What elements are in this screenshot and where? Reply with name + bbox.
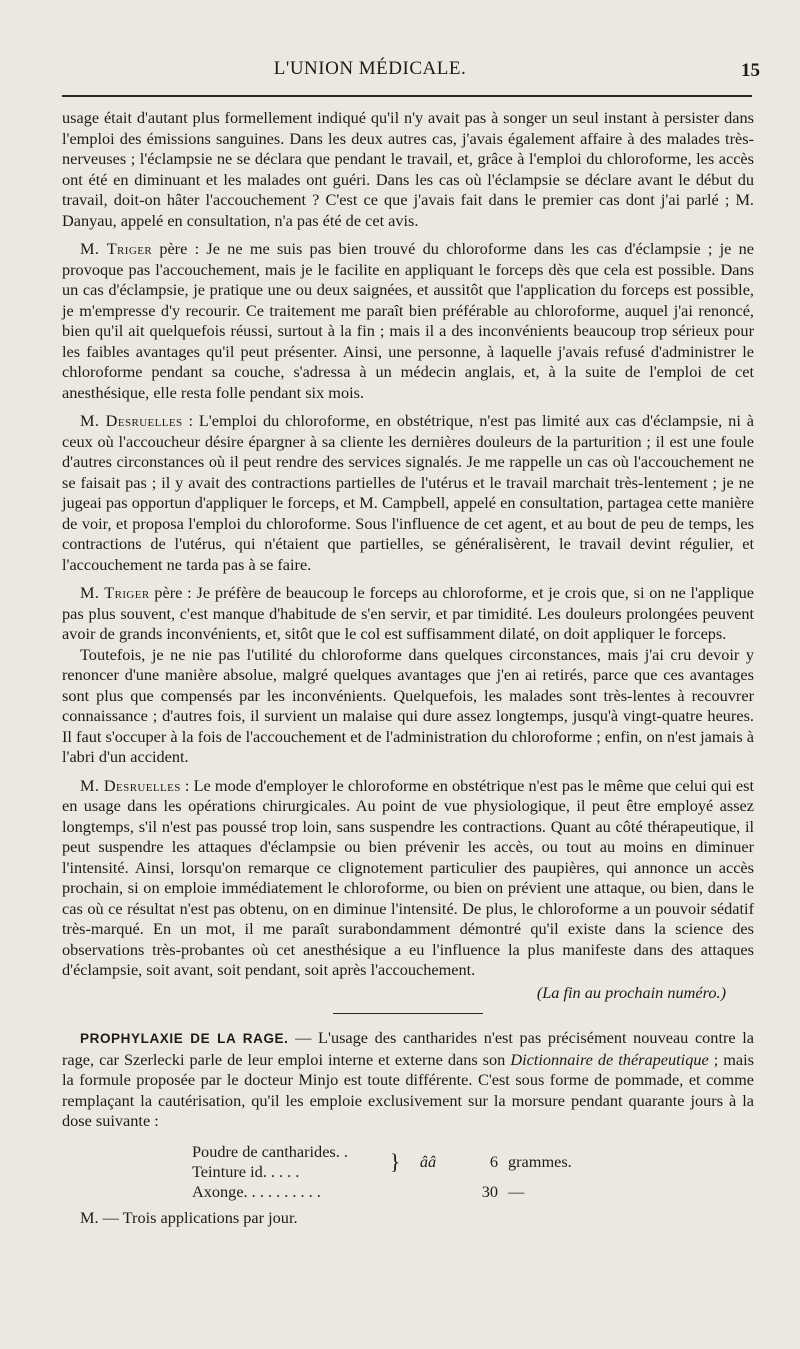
book-title: Dictionnaire de thérapeutique: [510, 1049, 709, 1069]
paragraph-text: père : Je préfère de beaucoup le forceps au chloroforme, et je crois que, si on ne l'applique pas plus souvent, c'est manque d'habitude de s'en servir, et par timidité. Les douleurs prolongées peuvent avoir de grands inconvénients, et, sitôt que le col est suffisamment dilaté, on doit appliquer le forceps.: [62, 583, 754, 643]
paragraph-3: [62, 411, 754, 575]
speaker-name: M. Desruelles: [80, 411, 183, 430]
news-text-a: — L'usage des cantharides n'est pas précisément nouveau contre la rage, car Szerlecki parle de leur emploi interne et externe dans son: [62, 1028, 755, 1069]
recipe-qty-unit: —: [508, 1181, 525, 1201]
paragraph-1: usage était d'autant plus formellement indiqué qu'il n'y avait pas à songer un seul instant à persister dans l'emploi des émissions sanguines. Dans les deux autres cas, j'avais également affaire à des malades très-nerveuses ; l'éclampsie ne se déclara que pendant le travail, et, grâce à l'emploi du chloroforme, les accès ont été en diminuant et les malades ont guéri. Dans les cas où l'éclampsie se déclare avant le début du travail, doit-on hâter l'accouchement ? C'est ce que j'avais fait dans le premier cas dont j'ai parlé ; M. Danyau, appelé en consultation, n'a pas été de cet avis.: [62, 108, 754, 230]
news-title: PROPHYLAXIE DE LA RAGE.: [80, 1031, 289, 1046]
recipe-qty-value: 30: [481, 1181, 498, 1201]
recipe-row: [192, 1182, 754, 1202]
paragraph-4: [62, 583, 754, 645]
recipe-ingredient: Axonge. . . . . . . . . .: [192, 1181, 321, 1201]
paragraph-text: : L'emploi du chloroforme, en obstétrique, n'est pas limité aux cas d'éclampsie, ni à ceux où l'accoucheur désire épargner à sa cliente les dernières douleurs de la parturition ; il est une foule d'autres circonstances où il peut rendre des services signalés. Je me rappelle un cas où l'accouchement ne se faisait pas ; il y avait des contractions partielles de l'utérus et le travail marchait très-lentement ; je ne jugeai pas opportun d'appliquer le forceps, et M. Campbell, appelé en consultation, partagea cette manière de voir, et proposa l'emploi du chloroforme. Sous l'influence de cet agent, et au bout de peu de temps, les contractions de l'utérus, qui n'étaient que partielles, se généralisèrent, le travail devint régulier, et l'accouchement ne tarda pas à se faire.: [62, 411, 754, 574]
paragraph-5: Toutefois, je ne nie pas l'utilité du chloroforme dans quelques circonstances, mais j'ai cru devoir y renoncer d'une manière absolue, malgré quelques avantages que j'en ai retirés, parce que ces avantages sont plus que compensés par les inconvénients. Quelquefois, les malades sont très-lentes à recouvrer connaissance ; d'autres fois, il survient un malaise qui dure assez longtemps, jusqu'à vingt-quatre heures. Il faut s'occuper à la fois de l'accouchement et de l'administration du chloroforme ; enfin, on n'est jamais à l'abri d'un accident.: [62, 644, 754, 766]
recipe-ingredient: Poudre de cantharides. .: [192, 1141, 348, 1161]
page-number: 15: [741, 60, 760, 81]
continuation-note: (La fin au prochain numéro.): [536, 982, 726, 1002]
article-body: [62, 108, 754, 1228]
speaker-name: M. Triger: [80, 239, 153, 258]
signature-line: M. — Trois applications par jour.: [80, 1207, 298, 1227]
recipe-ingredient: Teinture id. . . . .: [192, 1161, 300, 1181]
header-rule: [62, 95, 752, 97]
speaker-name: M. Desruelles: [80, 775, 181, 795]
paragraph-6: [62, 776, 754, 981]
recipe-group: [192, 1142, 754, 1182]
recipe-qty-label: ââ: [419, 1151, 437, 1171]
paragraph-2: [62, 239, 754, 403]
section-separator: [333, 1013, 483, 1014]
paragraph-text: père : Je ne me suis pas bien trouvé du chloroforme dans les cas d'éclampsie ; je ne provoque pas l'accouchement, mais je le facilite en appliquant le forceps dès que cela est possible. Dans un cas d'éclampsie, je pratique une ou deux saignées, et aussitôt que l'application du forceps est possible, je m'empresse d'y recourir. Ce traitement me paraît bien préférable au chloroforme, auquel j'ai renoncé, bien qu'il ait quelquefois réussi, surtout à la fin ; mais il a des inconvénients beaucoup trop sérieux pour les faibles avantages qu'il peut présenter. Ainsi, une personne, à laquelle j'avais refusé d'administrer le chloroforme pendant sa couche, s'adressa à un médecin anglais, et, à la suite de l'emploi de cet anesthésique, elle resta folle pendant six mois.: [62, 239, 754, 402]
page-header: [60, 58, 760, 88]
recipe-qty-value: 6: [489, 1151, 498, 1171]
speaker-name: M. Triger: [80, 583, 150, 602]
running-title: L'UNION MÉDICALE.: [273, 58, 467, 79]
news-item: [62, 1028, 754, 1132]
recipe-table: [192, 1142, 754, 1202]
paragraph-text: : Le mode d'employer le chloroforme en obstétrique n'est pas le même que celui qui est en usage dans les opérations chirurgicales. Au point de vue physiologique, il peut être employé assez longtemps, s'il n'est pas poussé trop loin, sans suspendre les contractions. Quant au côté thérapeutique, il peut suspendre les attaques d'éclampsie ou bien prévenir les accès, ou tout au moins en diminuer l'intensité. Ainsi, lorsqu'on remarque ce clignotement particulier des paupières, qui annonce un accès prochain, si on emploie immédiatement le chloroforme, ou bien on prévient une attaque, ou bien, dans le cas où ce résultat n'est pas obtenu, on en diminue l'intensité. De plus, le chloroforme a un pouvoir sédatif très-marqué. En un mot, il me paraît surabondamment démontré qu'il existe dans la science des observations très-probantes où cet anesthésique a eu l'influence la plus manifeste dans des attaques d'éclampsie, soit avant, soit pendant, soit après l'accouchement.: [62, 775, 755, 979]
news-text-b: ; mais la formule proposée par le docteur Minjo est toute différente. C'est sous forme de pommade, et comme remplaçant la cautérisation, qu'il les emploie exclusivement sur la morsure pendant quarante jours à la dose suivante :: [62, 1049, 754, 1130]
recipe-brace: }: [389, 1148, 401, 1174]
recipe-qty-unit: grammes.: [508, 1151, 572, 1171]
